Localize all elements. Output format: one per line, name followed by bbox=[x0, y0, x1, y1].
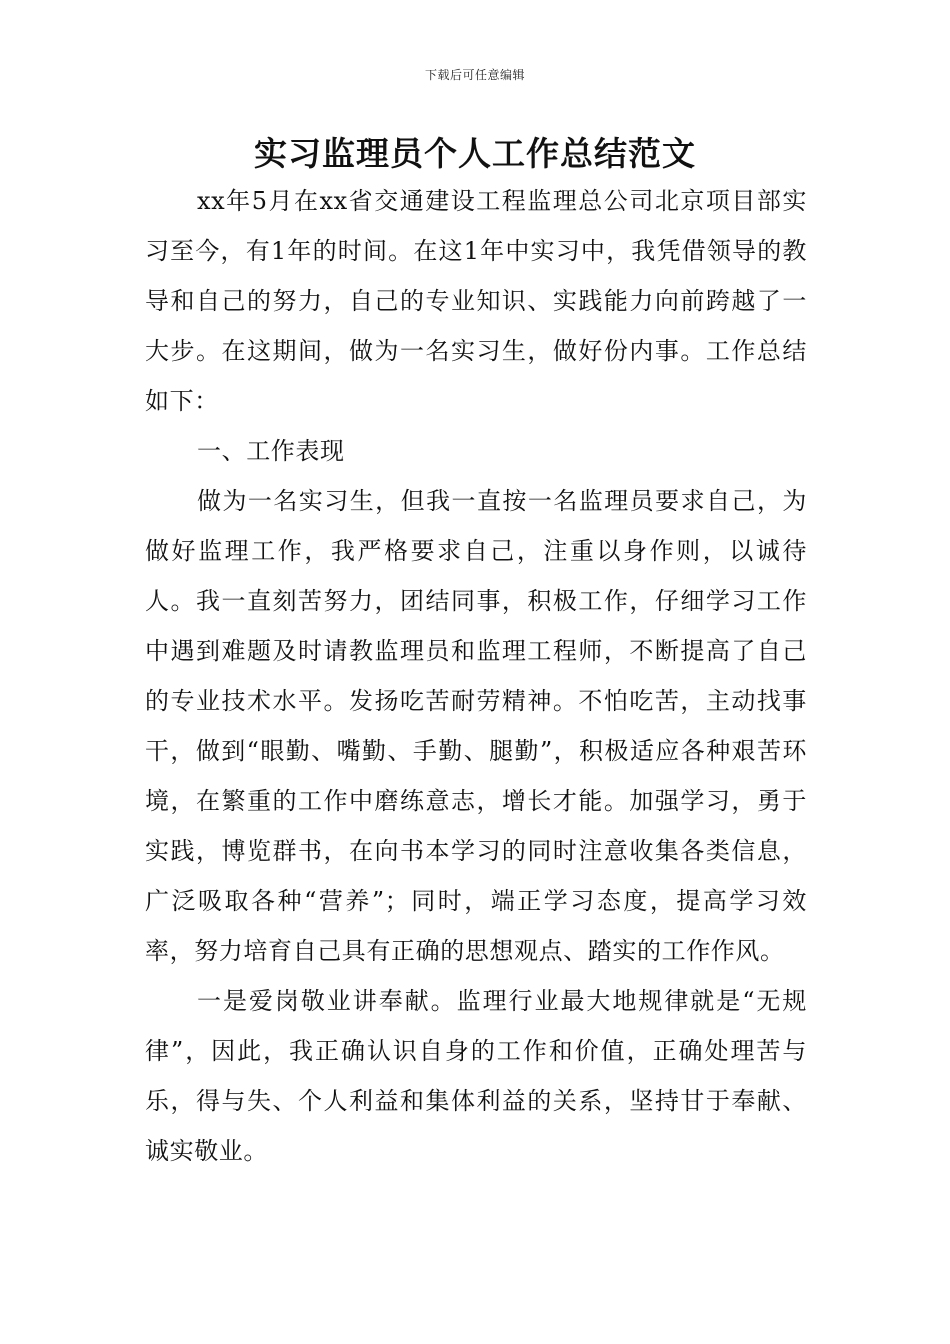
paragraph-dedication: 一是爱岗敬业讲奉献。监理行业最大地规律就是“无规律”，因此，我正确认识自身的工作和价值，正确处理苦与乐，得与失、个人利益和集体利益的关系，坚持甘于奉献、诚实敬业。 bbox=[145, 987, 807, 1165]
paragraph-work-performance: 做为一名实习生，但我一直按一名监理员要求自己，为做好监理工作，我严格要求自己，注重以身作则，以诚待人。我一直刻苦努力，团结同事，积极工作，仔细学习工作中遇到难题及时请教监理员和监理工程师，不断提高了自己的专业技术水平。发扬吃苦耐劳精神。不怕吃苦，主动找事干，做到“眼勤、嘴勤、手勤、腿勤”，积极适应各种艰苦环境，在繁重的工作中磨练意志，增长才能。加强学习，勇于实践，博览群书，在向书本学习的同时注意收集各类信息，广泛吸取各种“营养”；同时，端正学习态度，提高学习效率，努力培育自己具有正确的思想观点、踏实的工作作风。 bbox=[145, 487, 807, 965]
document-body bbox=[145, 176, 807, 1176]
section-heading-work-performance: 一、工作表现 bbox=[197, 437, 345, 465]
header-note: 下载后可任意编辑 bbox=[424, 68, 525, 82]
document-title: 实习监理员个人工作总结范文 bbox=[254, 134, 696, 173]
paragraph-intro: xx年5月在xx省交通建设工程监理总公司北京项目部实习至今，有1年的时间。在这1年中实习中，我凭借领导的教导和自己的努力，自己的专业知识、实践能力向前跨越了一大步。在这期间，做为一名实习生，做好份内事。工作总结如下： bbox=[145, 187, 807, 415]
